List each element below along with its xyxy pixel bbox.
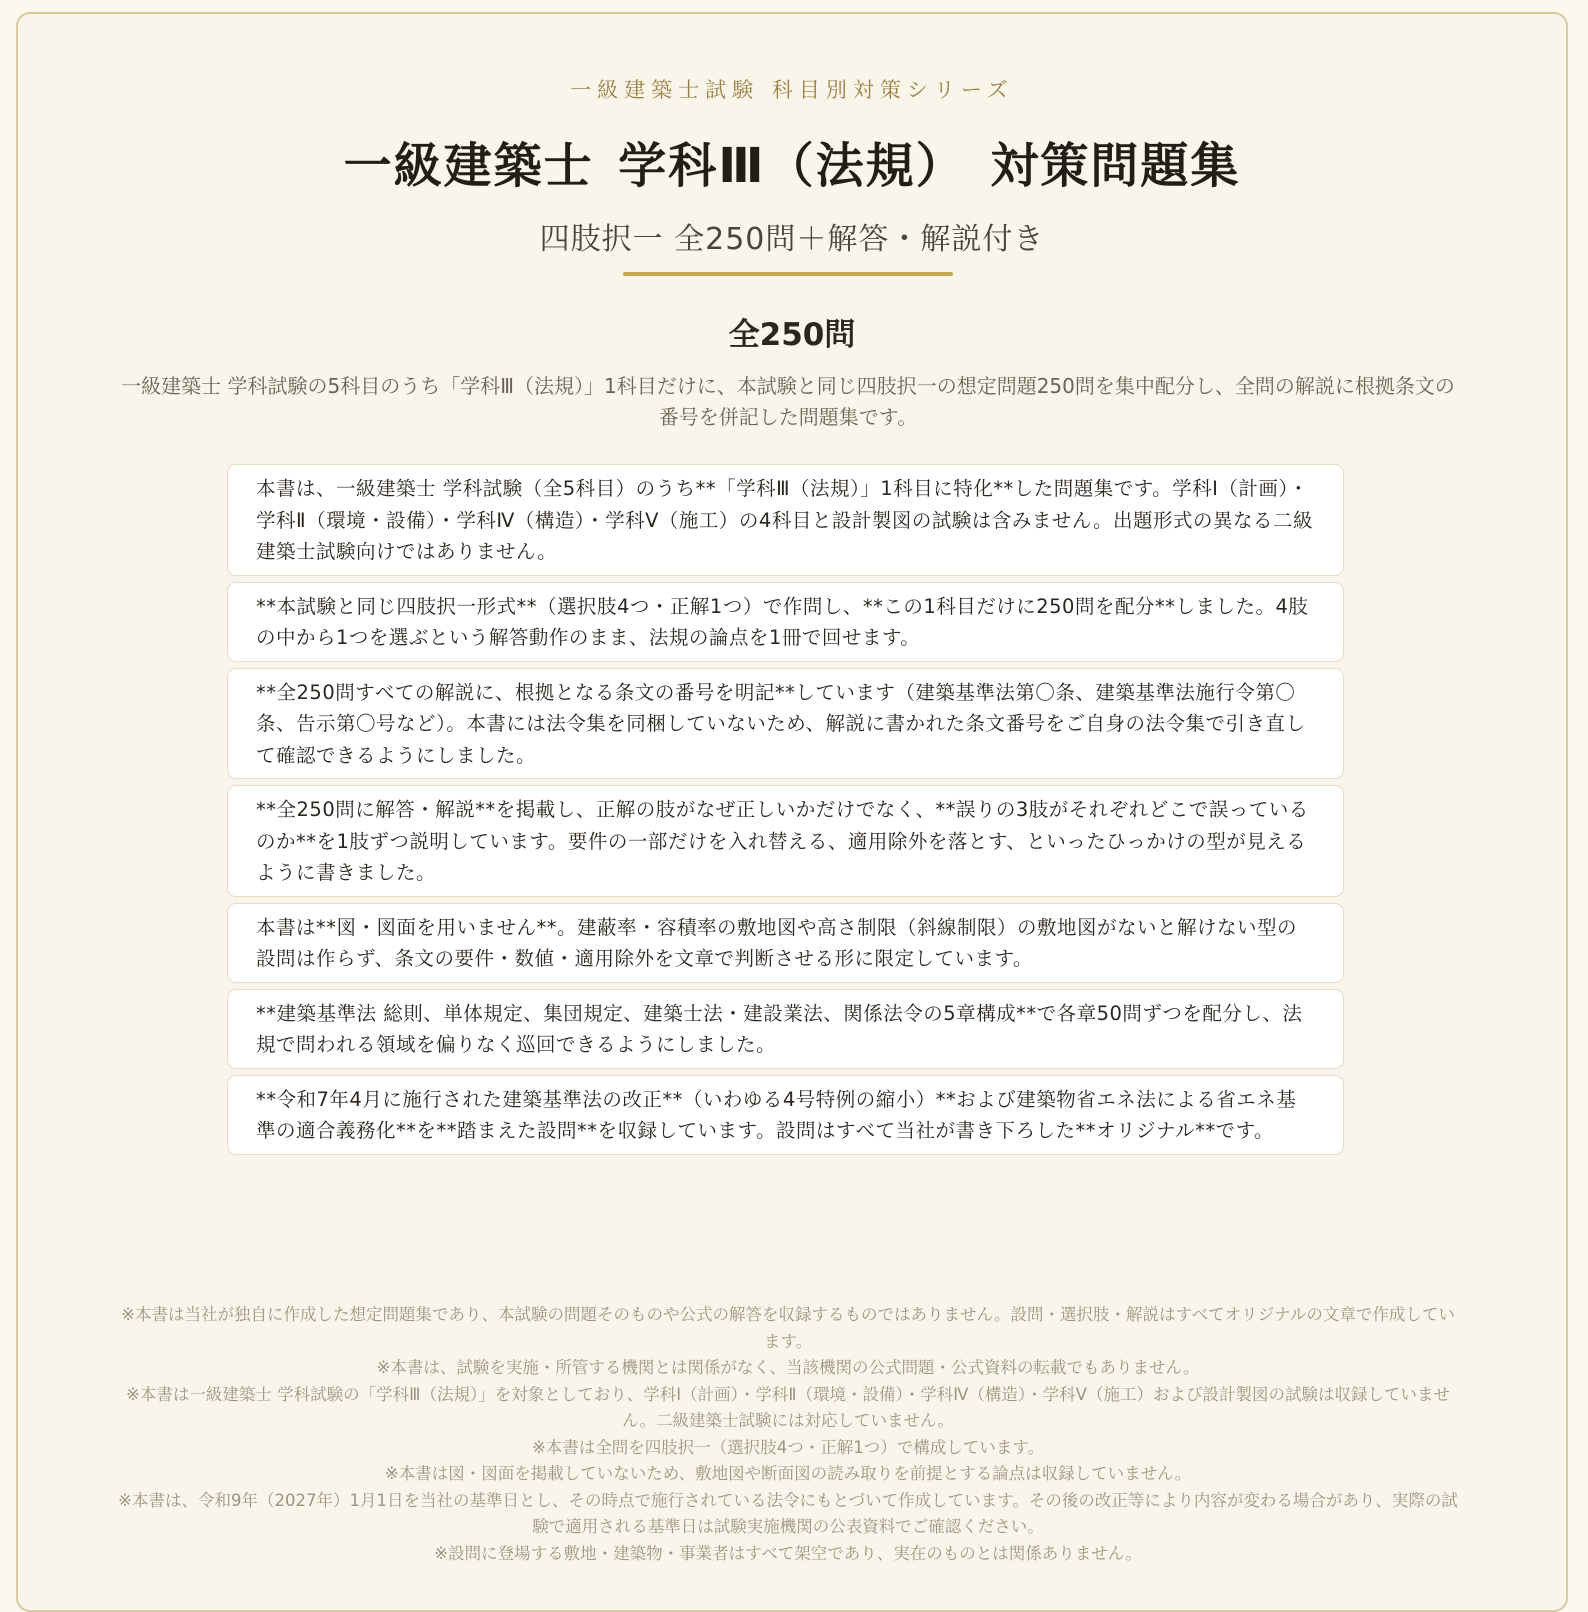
feature-card: **令和7年4月に施行された建築基準法の改正**（いわゆる4号特例の縮小）**および建築物省エネ法による省エネ基準の適合義務化**を**踏まえた設問**を収録しています。設問はすべて当社が書き下ろした**オリジナル**です。 (227, 1075, 1344, 1155)
page-title: 一級建築士 学科Ⅲ（法規） 対策問題集 (343, 138, 1241, 194)
note-item: ※本書は当社が独自に作成した想定問題集であり、本試験の問題そのものや公式の解答を収録するものではありません。設問・選択肢・解説はすべてオリジナルの文章で作成しています。 (121, 1305, 1455, 1351)
note-item: ※本書は一級建築士 学科試験の「学科Ⅲ（法規）」を対象としており、学科Ⅰ（計画）・学科Ⅱ（環境・設備）・学科Ⅳ（構造）・学科Ⅴ（施工）および設計製図の試験は収録していません。二級建築士試験には対応していません。 (126, 1384, 1450, 1430)
feature-card: **全250問に解答・解説**を掲載し、正解の肢がなぜ正しいかだけでなく、**誤りの3肢がそれぞれどこで誤っているのか**を1肢ずつ説明しています。要件の一部だけを入れ替える、適用除外を落とす、といったひっかけの型が見えるように書きました。 (227, 785, 1344, 897)
note-item: ※本書は全問を四肢択一（選択肢4つ・正解1つ）で構成しています。 (531, 1437, 1044, 1457)
note-item: ※本書は、令和9年（2027年）1月1日を当社の基準日とし、その時点で施行されている法令にもとづいて作成しています。その後の改正等により内容が変わる場合があり、実際の試験で適用される基準日は試験実施機関の公表資料でご確認ください。 (118, 1490, 1458, 1536)
feature-card: **全250問すべての解説に、根拠となる条文の番号を明記**しています（建築基準法第〇条、建築基準法施行令第〇条、告示第〇号など）。本書には法令集を同梱していないため、解説に書かれた条文番号をご自身の法令集で引き直して確認できるようにしました。 (227, 668, 1344, 780)
disclaimer-notes (118, 1302, 1458, 1567)
cover-page (16, 12, 1568, 1612)
series-label: 一級建築士試験 科目別対策シリーズ (570, 78, 1014, 102)
intro-text: 一級建築士 学科試験の5科目のうち「学科Ⅲ（法規）」1科目だけに、本試験と同じ四肢択一の想定問題250問を集中配分し、全問の解説に根拠条文の番号を併記した問題集です。 (121, 374, 1455, 429)
divider (623, 272, 953, 276)
question-count: 全250問 (728, 317, 856, 353)
feature-card: **建築基準法 総則、単体規定、集団規定、建築士法・建設業法、関係法令の5章構成**で各章50問ずつを配分し、法規で問われる領域を偏りなく巡回できるようにしました。 (227, 989, 1344, 1069)
page-subtitle: 四肢択一 全250問＋解答・解説付き (539, 222, 1045, 257)
note-item: ※設問に登場する敷地・建築物・事業者はすべて架空であり、実在のものとは関係ありません。 (434, 1543, 1142, 1563)
note-item: ※本書は、試験を実施・所管する機関とは関係がなく、当該機関の公式問題・公式資料の転載でもありません。 (376, 1358, 1200, 1377)
feature-card: **本試験と同じ四肢択一形式**（選択肢4つ・正解1つ）で作問し、**この1科目だけに250問を配分**しました。4肢の中から1つを選ぶという解答動作のまま、法規の論点を1冊で回せます。 (227, 582, 1344, 662)
note-item: ※本書は図・図面を掲載していないため、敷地図や断面図の読み取りを前提とする論点は収録していません。 (384, 1464, 1192, 1483)
feature-list (227, 464, 1344, 1161)
feature-card: 本書は**図・図面を用いません**。建蔽率・容積率の敷地図や高さ制限（斜線制限）の敷地図がないと解けない型の設問は作らず、条文の要件・数値・適用除外を文章で判断させる形に限定しています。 (227, 903, 1344, 983)
feature-card: 本書は、一級建築士 学科試験（全5科目）のうち**「学科Ⅲ（法規）」1科目に特化**した問題集です。学科Ⅰ（計画）・学科Ⅱ（環境・設備）・学科Ⅳ（構造）・学科Ⅴ（施工）の4科目と設計製図の試験は含みません。出題形式の異なる二級建築士試験向けではありません。 (227, 464, 1344, 576)
